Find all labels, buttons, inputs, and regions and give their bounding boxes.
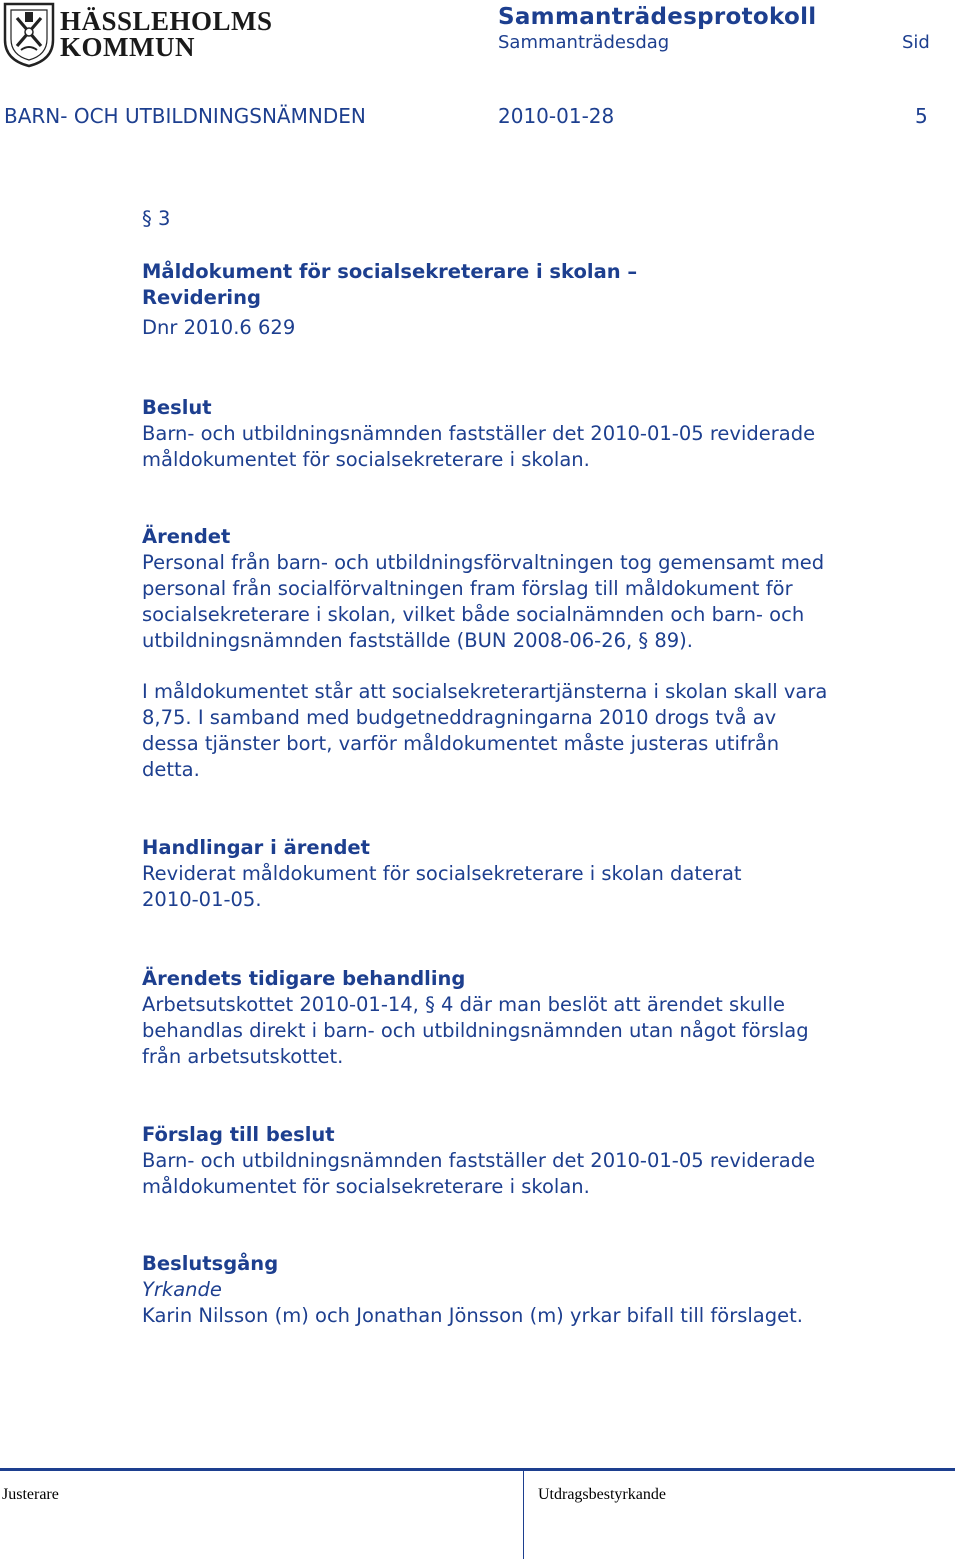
page-label: Sid	[902, 32, 930, 53]
utdragsbestyrkande-label: Utdragsbestyrkande	[538, 1486, 666, 1503]
tidigare-behandling-text: Arbetsutskottet 2010-01-14, § 4 där man beslöt att ärendet skulle behandlas direkt i barn- och utbildningsnämnden utan något förslag från arbetsutskottet.	[142, 993, 809, 1068]
page-number: 5	[915, 104, 928, 128]
beslut-text: Barn- och utbildningsnämnden fastställer det 2010-01-05 reviderade måldokumentet för socialsekreterare i skolan.	[142, 422, 816, 471]
yrkande-label: Yrkande	[142, 1278, 222, 1301]
arendet-text-2: I måldokumentet står att socialsekreterartjänsterna i skolan skall vara 8,75. I samband med budgetneddragningarna 2010 drogs två av dessa tjänster bort, varför måldokumentet måste justeras utifrån detta.	[142, 680, 828, 781]
footer-divider	[0, 1468, 955, 1471]
document-title: Sammanträdesprotokoll	[498, 4, 817, 30]
meeting-date-label: Sammanträdesdag	[498, 32, 670, 53]
municipality-name-line1: HÄSSLEHOLMS	[60, 6, 273, 36]
arendet-text-1: Personal från barn- och utbildningsförvaltningen tog gemensamt med personal från socialförvaltningen fram förslag till måldokument för socialsekreterare i skolan, vilket både socialnämnden och barn- och utbildningsnämnden fastställde (BUN 2008-06-26, § 89).	[142, 551, 825, 652]
meeting-date: 2010-01-28	[498, 104, 615, 128]
forslag-text: Barn- och utbildningsnämnden fastställer det 2010-01-05 reviderade måldokumentet för socialsekreterare i skolan.	[142, 1149, 816, 1198]
paragraph-number: § 3	[142, 207, 171, 230]
arendet-heading: Ärendet	[142, 525, 231, 548]
beslutsgang-heading: Beslutsgång	[142, 1252, 279, 1275]
section-title: Måldokument för socialsekreterare i skolan – Revidering	[142, 260, 638, 309]
justerare-label: Justerare	[2, 1486, 59, 1503]
footer-column-divider	[523, 1471, 524, 1559]
forslag-heading: Förslag till beslut	[142, 1123, 335, 1146]
tidigare-behandling-heading: Ärendets tidigare behandling	[142, 967, 466, 990]
handlingar-text: Reviderat måldokument för socialsekreterare i skolan daterat 2010-01-05.	[142, 862, 742, 911]
coat-of-arms-icon	[3, 2, 55, 68]
municipality-logo	[0, 0, 273, 70]
handlingar-heading: Handlingar i ärendet	[142, 836, 370, 859]
beslut-heading: Beslut	[142, 396, 212, 419]
municipality-name-line2: KOMMUN	[60, 32, 195, 62]
yrkande-text: Karin Nilsson (m) och Jonathan Jönsson (m) yrkar bifall till förslaget.	[142, 1304, 803, 1327]
dnr: Dnr 2010.6 629	[142, 316, 296, 339]
committee-name: BARN- OCH UTBILDNINGSNÄMNDEN	[4, 104, 366, 128]
